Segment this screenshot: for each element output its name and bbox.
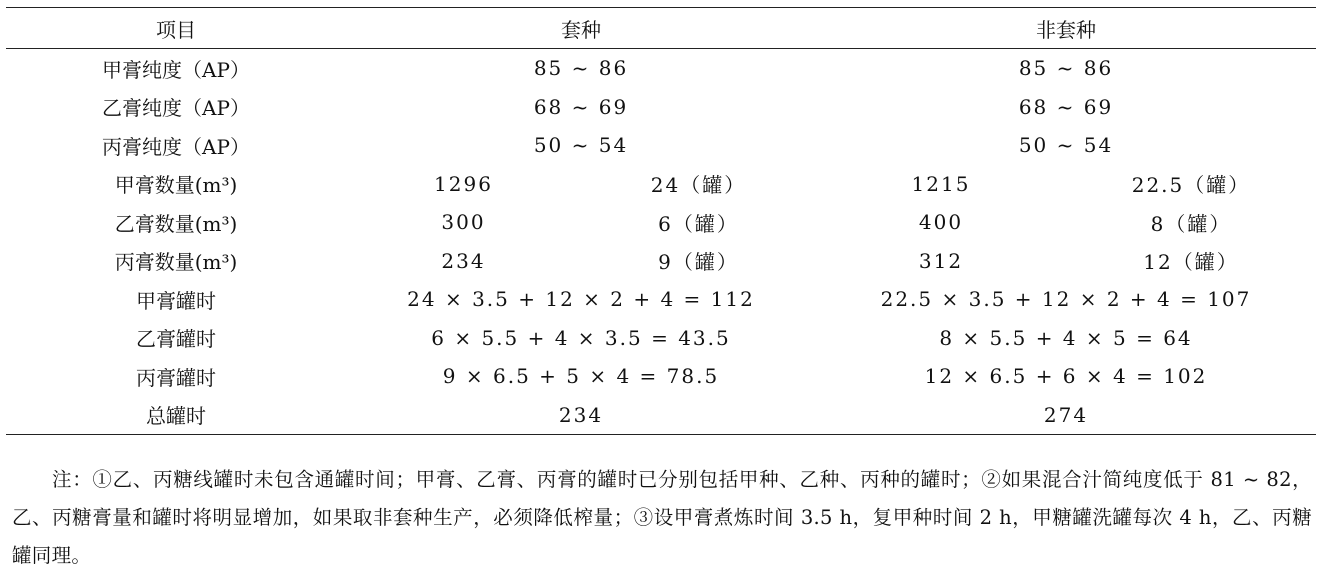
cell-group-b-tanks: 22.5（罐） <box>1131 173 1251 198</box>
row-item-label: 乙膏罐时 <box>136 327 216 352</box>
cell-group-a: 9 × 6.5 + 5 × 4 = 78.5 <box>442 364 720 389</box>
table-row <box>6 280 1316 319</box>
row-item-label: 乙膏数量(m³) <box>114 211 238 236</box>
cell-group-b: 50 ~ 54 <box>1018 133 1114 158</box>
cell-group-a: 24 × 3.5 + 12 × 2 + 4 = 112 <box>407 287 755 312</box>
data-table <box>6 7 1316 435</box>
cell-group-a: 68 ~ 69 <box>533 94 629 119</box>
table-row <box>6 242 1316 281</box>
cell-group-b: 274 <box>816 396 1316 435</box>
header-group-a: 套种 <box>346 8 816 49</box>
cell-group-b: 68 ~ 69 <box>1018 94 1114 119</box>
cell-group-a-volume: 300 <box>441 210 486 235</box>
cell-group-a-tanks: 9（罐） <box>658 250 739 275</box>
cell-group-a-tanks: 24（罐） <box>650 173 747 198</box>
table-row <box>6 126 1316 165</box>
row-item-label: 总罐时 <box>6 396 346 435</box>
row-item-label: 甲膏罐时 <box>136 288 216 313</box>
row-item-label: 丙膏罐时 <box>136 365 216 390</box>
table-header-row <box>6 8 1316 49</box>
table-row <box>6 203 1316 242</box>
cell-group-b-volume: 312 <box>918 248 964 273</box>
cell-group-b: 85 ~ 86 <box>1018 56 1114 81</box>
cell-group-b-volume: 400 <box>918 210 964 235</box>
row-item-label: 甲膏数量(m³) <box>114 173 238 198</box>
table-row <box>6 49 1316 88</box>
cell-group-b: 8 × 5.5 + 4 × 5 = 64 <box>939 325 1193 350</box>
cell-group-a-volume: 234 <box>441 248 486 273</box>
header-group-b: 非套种 <box>816 8 1316 49</box>
cell-group-a: 50 ~ 54 <box>533 133 629 158</box>
cell-group-b: 12 × 6.5 + 6 × 4 = 102 <box>924 364 1208 389</box>
table-row <box>6 165 1316 204</box>
cell-group-b-volume: 1215 <box>911 171 971 196</box>
table-row <box>6 88 1316 127</box>
table-row <box>6 357 1316 396</box>
table-row <box>6 319 1316 358</box>
table-note: 注：①乙、丙糖线罐时未包含通罐时间；甲膏、乙膏、丙膏的罐时已分别包括甲种、乙种、丙种的罐时；②如果混合汁简纯度低于 81 ~ 82，乙、丙糖膏量和罐时将明显增加，如果取非套种生产，必须降低榨量；③设甲膏煮炼时间 3.5 h，复甲种时间 2 h，甲糖罐洗罐每次 4 h，乙、丙糖罐同理。 <box>12 467 1312 567</box>
cell-group-a-tanks: 6（罐） <box>658 211 739 236</box>
cell-group-a: 6 × 5.5 + 4 × 3.5 = 43.5 <box>431 325 731 350</box>
cell-group-a: 85 ~ 86 <box>533 56 629 81</box>
row-item-label: 丙膏数量(m³) <box>114 250 238 275</box>
cell-group-b-tanks: 12（罐） <box>1143 250 1239 275</box>
row-item-label: 甲膏纯度（AP） <box>102 57 250 82</box>
row-item-label: 乙膏纯度（AP） <box>102 96 250 121</box>
cell-group-b: 22.5 × 3.5 + 12 × 2 + 4 = 107 <box>880 287 1252 312</box>
table-row <box>6 396 1316 435</box>
cell-group-a: 234 <box>346 396 816 435</box>
header-item: 项目 <box>6 8 346 49</box>
cell-group-a-volume: 1296 <box>434 171 493 196</box>
row-item-label: 丙膏纯度（AP） <box>102 134 250 159</box>
cell-group-b-tanks: 8（罐） <box>1150 211 1232 236</box>
